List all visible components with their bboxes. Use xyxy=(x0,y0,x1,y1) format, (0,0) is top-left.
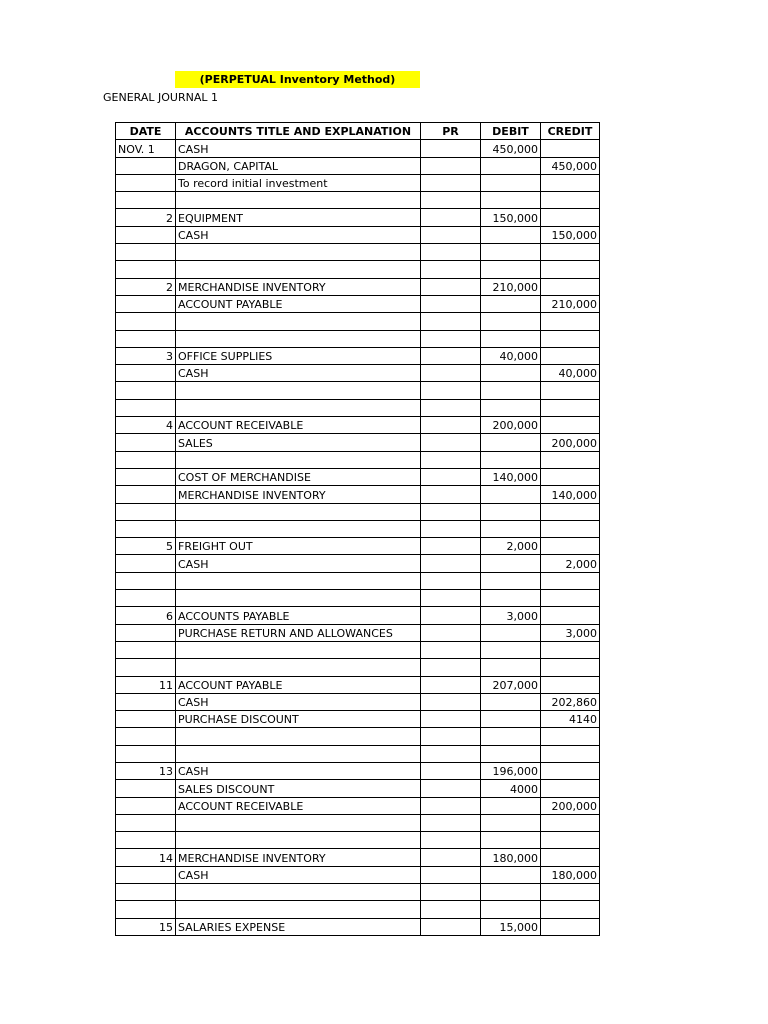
pr-cell xyxy=(421,745,481,762)
table-row xyxy=(116,590,600,607)
debit-cell xyxy=(481,434,541,451)
account-cell xyxy=(176,832,421,849)
table-row xyxy=(116,486,600,503)
debit-cell xyxy=(481,693,541,710)
debit-cell xyxy=(481,659,541,676)
pr-cell xyxy=(421,520,481,537)
table-row xyxy=(116,417,600,434)
pr-cell xyxy=(421,555,481,572)
credit-cell: 450,000 xyxy=(541,157,600,174)
pr-cell xyxy=(421,832,481,849)
table-row xyxy=(116,157,600,174)
debit-cell: 196,000 xyxy=(481,762,541,779)
table-row xyxy=(116,780,600,797)
credit-cell xyxy=(541,417,600,434)
date-cell xyxy=(116,503,176,520)
credit-cell xyxy=(541,330,600,347)
date-cell: 15 xyxy=(116,918,176,935)
debit-cell xyxy=(481,226,541,243)
credit-cell xyxy=(541,520,600,537)
debit-cell: 200,000 xyxy=(481,417,541,434)
pr-cell xyxy=(421,365,481,382)
pr-cell xyxy=(421,295,481,312)
credit-cell xyxy=(541,244,600,261)
credit-cell xyxy=(541,313,600,330)
account-cell: ACCOUNT PAYABLE xyxy=(176,676,421,693)
credit-cell xyxy=(541,174,600,191)
pr-cell xyxy=(421,192,481,209)
account-cell xyxy=(176,520,421,537)
debit-cell xyxy=(481,901,541,918)
credit-cell xyxy=(541,590,600,607)
account-cell: CASH xyxy=(176,140,421,157)
date-cell xyxy=(116,468,176,485)
date-cell: NOV. 1 xyxy=(116,140,176,157)
date-cell xyxy=(116,192,176,209)
date-cell xyxy=(116,434,176,451)
debit-cell xyxy=(481,711,541,728)
account-cell xyxy=(176,884,421,901)
table-row xyxy=(116,728,600,745)
credit-cell xyxy=(541,745,600,762)
date-header: DATE xyxy=(116,123,176,140)
date-cell xyxy=(116,244,176,261)
credit-cell xyxy=(541,849,600,866)
date-cell xyxy=(116,226,176,243)
debit-cell xyxy=(481,399,541,416)
credit-cell xyxy=(541,382,600,399)
account-cell xyxy=(176,572,421,589)
table-row xyxy=(116,607,600,624)
account-cell: OFFICE SUPPLIES xyxy=(176,347,421,364)
account-cell xyxy=(176,399,421,416)
date-cell xyxy=(116,365,176,382)
credit-cell xyxy=(541,192,600,209)
account-cell xyxy=(176,382,421,399)
date-cell xyxy=(116,745,176,762)
table-row xyxy=(116,676,600,693)
credit-cell xyxy=(541,659,600,676)
credit-cell xyxy=(541,278,600,295)
debit-cell xyxy=(481,745,541,762)
pr-cell xyxy=(421,434,481,451)
date-cell: 6 xyxy=(116,607,176,624)
debit-cell xyxy=(481,365,541,382)
date-cell: 5 xyxy=(116,538,176,555)
credit-cell xyxy=(541,572,600,589)
pr-cell xyxy=(421,659,481,676)
pr-cell xyxy=(421,797,481,814)
date-cell xyxy=(116,624,176,641)
account-cell xyxy=(176,244,421,261)
debit-cell xyxy=(481,866,541,883)
account-cell: FREIGHT OUT xyxy=(176,538,421,555)
account-cell xyxy=(176,728,421,745)
table-row xyxy=(116,884,600,901)
page-title: (PERPETUAL Inventory Method) xyxy=(175,71,420,88)
journal-table xyxy=(115,122,600,936)
table-row xyxy=(116,641,600,658)
date-cell: 2 xyxy=(116,278,176,295)
account-cell xyxy=(176,590,421,607)
date-cell xyxy=(116,866,176,883)
pr-cell xyxy=(421,572,481,589)
credit-cell: 2,000 xyxy=(541,555,600,572)
pr-cell xyxy=(421,641,481,658)
credit-cell: 210,000 xyxy=(541,295,600,312)
debit-cell: 140,000 xyxy=(481,468,541,485)
date-cell xyxy=(116,174,176,191)
pr-cell xyxy=(421,901,481,918)
pr-cell xyxy=(421,503,481,520)
date-cell xyxy=(116,382,176,399)
debit-cell xyxy=(481,330,541,347)
debit-cell: 210,000 xyxy=(481,278,541,295)
date-cell: 13 xyxy=(116,762,176,779)
account-cell: SALARIES EXPENSE xyxy=(176,918,421,935)
table-row xyxy=(116,261,600,278)
credit-cell: 3,000 xyxy=(541,624,600,641)
credit-cell xyxy=(541,347,600,364)
table-row xyxy=(116,659,600,676)
pr-cell xyxy=(421,693,481,710)
debit-cell xyxy=(481,884,541,901)
debit-cell xyxy=(481,503,541,520)
debit-cell xyxy=(481,174,541,191)
credit-cell xyxy=(541,468,600,485)
table-row xyxy=(116,503,600,520)
account-cell xyxy=(176,192,421,209)
account-cell: ACCOUNTS PAYABLE xyxy=(176,607,421,624)
date-cell xyxy=(116,399,176,416)
table-row xyxy=(116,209,600,226)
account-cell: ACCOUNT RECEIVABLE xyxy=(176,417,421,434)
journal-subtitle: GENERAL JOURNAL 1 xyxy=(103,91,218,104)
account-cell: CASH xyxy=(176,365,421,382)
date-cell xyxy=(116,728,176,745)
date-cell xyxy=(116,901,176,918)
date-cell: 3 xyxy=(116,347,176,364)
credit-cell: 140,000 xyxy=(541,486,600,503)
pr-cell xyxy=(421,728,481,745)
credit-cell xyxy=(541,641,600,658)
account-cell xyxy=(176,745,421,762)
debit-cell xyxy=(481,641,541,658)
credit-cell xyxy=(541,918,600,935)
table-row xyxy=(116,520,600,537)
debit-cell xyxy=(481,157,541,174)
date-cell xyxy=(116,780,176,797)
pr-cell xyxy=(421,814,481,831)
debit-cell xyxy=(481,520,541,537)
pr-cell xyxy=(421,174,481,191)
account-cell: CASH xyxy=(176,866,421,883)
credit-cell xyxy=(541,728,600,745)
table-row xyxy=(116,832,600,849)
credit-cell: 202,860 xyxy=(541,693,600,710)
pr-cell xyxy=(421,468,481,485)
debit-cell: 15,000 xyxy=(481,918,541,935)
date-cell xyxy=(116,884,176,901)
date-cell: 11 xyxy=(116,676,176,693)
date-cell xyxy=(116,572,176,589)
debit-cell xyxy=(481,261,541,278)
pr-cell xyxy=(421,157,481,174)
date-cell xyxy=(116,486,176,503)
table-row xyxy=(116,226,600,243)
debit-cell xyxy=(481,192,541,209)
pr-cell xyxy=(421,226,481,243)
debit-cell: 207,000 xyxy=(481,676,541,693)
account-cell xyxy=(176,313,421,330)
pr-cell xyxy=(421,676,481,693)
table-row xyxy=(116,762,600,779)
debit-cell xyxy=(481,624,541,641)
debit-cell: 150,000 xyxy=(481,209,541,226)
table-row xyxy=(116,711,600,728)
credit-cell xyxy=(541,676,600,693)
debit-cell: 450,000 xyxy=(481,140,541,157)
pr-cell xyxy=(421,451,481,468)
credit-cell xyxy=(541,261,600,278)
table-row xyxy=(116,192,600,209)
table-row xyxy=(116,555,600,572)
credit-cell xyxy=(541,762,600,779)
debit-cell xyxy=(481,313,541,330)
date-cell xyxy=(116,157,176,174)
date-cell xyxy=(116,261,176,278)
pr-cell xyxy=(421,711,481,728)
credit-cell xyxy=(541,607,600,624)
credit-header: CREDIT xyxy=(541,123,600,140)
credit-cell xyxy=(541,399,600,416)
debit-cell xyxy=(481,832,541,849)
credit-cell xyxy=(541,832,600,849)
account-cell: CASH xyxy=(176,226,421,243)
debit-cell: 2,000 xyxy=(481,538,541,555)
table-row xyxy=(116,866,600,883)
credit-cell xyxy=(541,780,600,797)
table-row xyxy=(116,693,600,710)
account-cell: ACCOUNT PAYABLE xyxy=(176,295,421,312)
credit-cell xyxy=(541,209,600,226)
date-cell xyxy=(116,313,176,330)
account-cell: PURCHASE DISCOUNT xyxy=(176,711,421,728)
pr-cell xyxy=(421,261,481,278)
table-row xyxy=(116,174,600,191)
account-header: ACCOUNTS TITLE AND EXPLANATION xyxy=(176,123,421,140)
account-cell: MERCHANDISE INVENTORY xyxy=(176,278,421,295)
account-cell: CASH xyxy=(176,555,421,572)
account-cell xyxy=(176,451,421,468)
date-cell xyxy=(116,693,176,710)
debit-cell xyxy=(481,572,541,589)
account-cell: DRAGON, CAPITAL xyxy=(176,157,421,174)
credit-cell: 200,000 xyxy=(541,797,600,814)
table-row xyxy=(116,295,600,312)
table-row xyxy=(116,572,600,589)
journal-body xyxy=(116,140,600,936)
date-cell: 4 xyxy=(116,417,176,434)
date-cell xyxy=(116,797,176,814)
account-cell: EQUIPMENT xyxy=(176,209,421,226)
date-cell xyxy=(116,330,176,347)
pr-cell xyxy=(421,244,481,261)
debit-cell xyxy=(481,295,541,312)
account-cell xyxy=(176,330,421,347)
pr-cell xyxy=(421,347,481,364)
pr-cell xyxy=(421,399,481,416)
pr-cell xyxy=(421,417,481,434)
header-row xyxy=(116,123,600,140)
table-row xyxy=(116,313,600,330)
table-row xyxy=(116,244,600,261)
pr-cell xyxy=(421,607,481,624)
table-row xyxy=(116,278,600,295)
table-row xyxy=(116,918,600,935)
table-row xyxy=(116,382,600,399)
pr-cell xyxy=(421,209,481,226)
account-cell: CASH xyxy=(176,693,421,710)
pr-cell xyxy=(421,762,481,779)
debit-cell: 40,000 xyxy=(481,347,541,364)
credit-cell xyxy=(541,884,600,901)
table-row xyxy=(116,434,600,451)
table-row xyxy=(116,901,600,918)
credit-cell xyxy=(541,503,600,520)
table-row xyxy=(116,797,600,814)
table-row xyxy=(116,451,600,468)
pr-cell xyxy=(421,538,481,555)
debit-header: DEBIT xyxy=(481,123,541,140)
account-cell: PURCHASE RETURN AND ALLOWANCES xyxy=(176,624,421,641)
table-row xyxy=(116,347,600,364)
account-cell xyxy=(176,814,421,831)
table-row xyxy=(116,468,600,485)
date-cell: 2 xyxy=(116,209,176,226)
pr-cell xyxy=(421,140,481,157)
account-cell: To record initial investment xyxy=(176,174,421,191)
pr-cell xyxy=(421,624,481,641)
credit-cell xyxy=(541,140,600,157)
pr-header: PR xyxy=(421,123,481,140)
account-cell: ACCOUNT RECEIVABLE xyxy=(176,797,421,814)
pr-cell xyxy=(421,486,481,503)
debit-cell xyxy=(481,814,541,831)
pr-cell xyxy=(421,884,481,901)
credit-cell xyxy=(541,451,600,468)
credit-cell: 200,000 xyxy=(541,434,600,451)
date-cell xyxy=(116,295,176,312)
table-row xyxy=(116,814,600,831)
pr-cell xyxy=(421,590,481,607)
pr-cell xyxy=(421,313,481,330)
date-cell xyxy=(116,451,176,468)
account-cell: CASH xyxy=(176,762,421,779)
pr-cell xyxy=(421,849,481,866)
date-cell xyxy=(116,641,176,658)
credit-cell: 40,000 xyxy=(541,365,600,382)
account-cell: SALES DISCOUNT xyxy=(176,780,421,797)
date-cell xyxy=(116,520,176,537)
debit-cell xyxy=(481,486,541,503)
debit-cell: 4000 xyxy=(481,780,541,797)
credit-cell: 4140 xyxy=(541,711,600,728)
date-cell: 14 xyxy=(116,849,176,866)
table-row xyxy=(116,624,600,641)
date-cell xyxy=(116,590,176,607)
table-row xyxy=(116,399,600,416)
debit-cell xyxy=(481,590,541,607)
table-row xyxy=(116,330,600,347)
pr-cell xyxy=(421,918,481,935)
date-cell xyxy=(116,555,176,572)
account-cell: MERCHANDISE INVENTORY xyxy=(176,849,421,866)
account-cell xyxy=(176,641,421,658)
account-cell xyxy=(176,901,421,918)
table-row xyxy=(116,849,600,866)
date-cell xyxy=(116,814,176,831)
debit-cell: 3,000 xyxy=(481,607,541,624)
credit-cell xyxy=(541,814,600,831)
pr-cell xyxy=(421,866,481,883)
date-cell xyxy=(116,832,176,849)
pr-cell xyxy=(421,382,481,399)
debit-cell xyxy=(481,382,541,399)
pr-cell xyxy=(421,780,481,797)
pr-cell xyxy=(421,330,481,347)
account-cell xyxy=(176,659,421,676)
debit-cell xyxy=(481,555,541,572)
account-cell: COST OF MERCHANDISE xyxy=(176,468,421,485)
debit-cell: 180,000 xyxy=(481,849,541,866)
account-cell: SALES xyxy=(176,434,421,451)
date-cell xyxy=(116,711,176,728)
debit-cell xyxy=(481,244,541,261)
credit-cell: 150,000 xyxy=(541,226,600,243)
debit-cell xyxy=(481,728,541,745)
account-cell xyxy=(176,503,421,520)
credit-cell xyxy=(541,538,600,555)
table-row xyxy=(116,140,600,157)
credit-cell: 180,000 xyxy=(541,866,600,883)
pr-cell xyxy=(421,278,481,295)
debit-cell xyxy=(481,797,541,814)
table-row xyxy=(116,538,600,555)
date-cell xyxy=(116,659,176,676)
account-cell xyxy=(176,261,421,278)
debit-cell xyxy=(481,451,541,468)
table-row xyxy=(116,365,600,382)
account-cell: MERCHANDISE INVENTORY xyxy=(176,486,421,503)
table-row xyxy=(116,745,600,762)
credit-cell xyxy=(541,901,600,918)
